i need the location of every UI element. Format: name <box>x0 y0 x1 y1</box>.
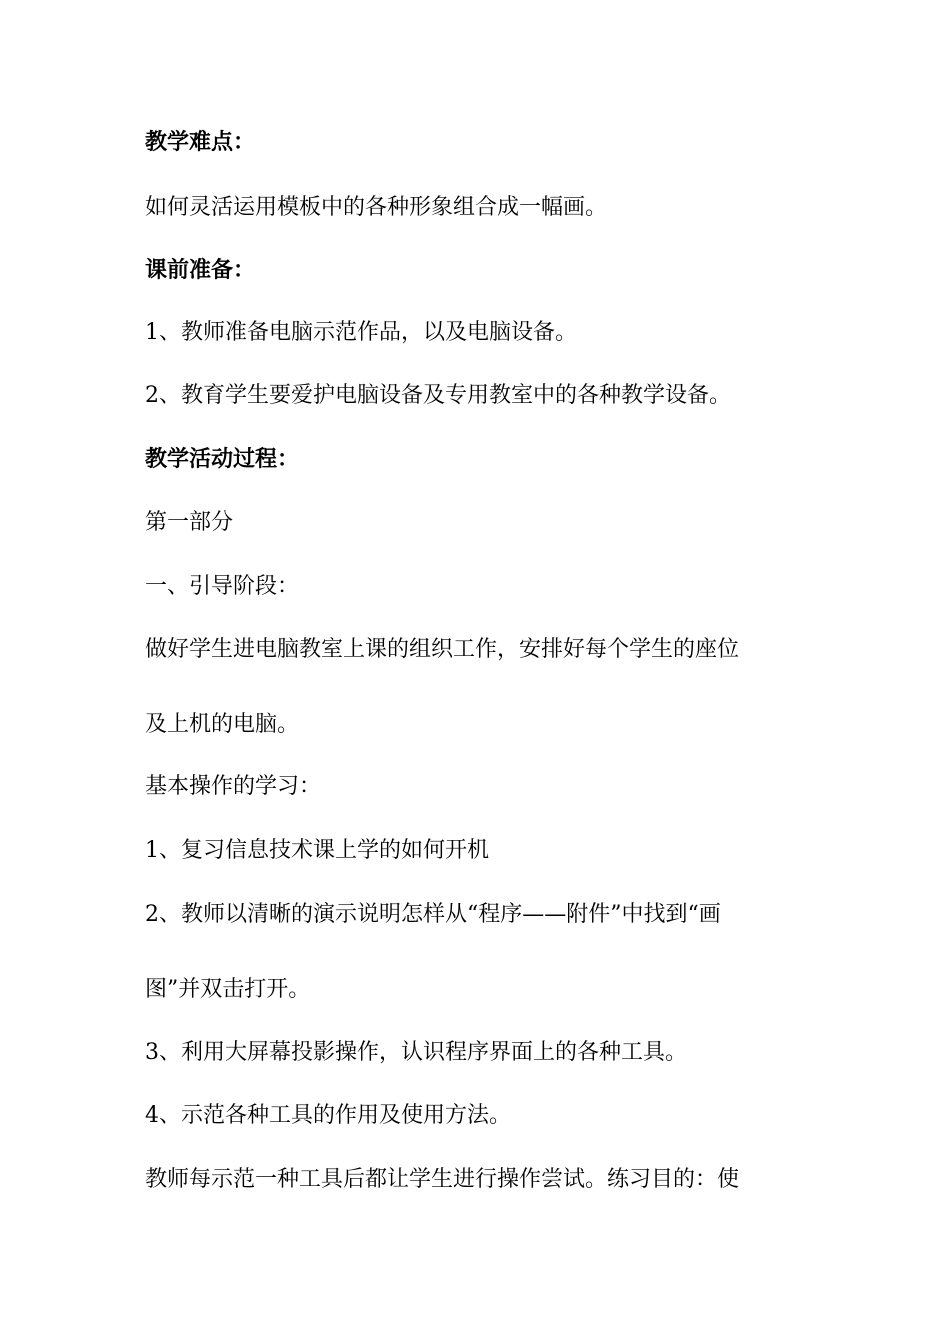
difficulty-text: 如何灵活运用模板中的各种形象组合成一幅画。 <box>145 195 608 220</box>
heading-teaching-difficulty: 教学难点： <box>145 130 256 155</box>
guide-text-line-2: 及上机的电脑。 <box>145 712 300 737</box>
prep-item-1: 1、教师准备电脑示范作品，以及电脑设备。 <box>145 320 577 345</box>
op-item-2-line-1: 2、教师以清晰的演示说明怎样从“程序——附件”中找到“画 <box>145 902 721 927</box>
stage-one-heading: 一、引导阶段： <box>145 574 300 599</box>
heading-teaching-process: 教学活动过程： <box>145 447 300 472</box>
practice-text: 教师每示范一种工具后都让学生进行操作尝试。练习目的：使 <box>145 1167 740 1192</box>
prep-item-2: 2、教育学生要爱护电脑设备及专用教室中的各种教学设备。 <box>145 383 731 408</box>
part-one-label: 第一部分 <box>145 510 234 535</box>
heading-preparation: 课前准备： <box>145 258 256 283</box>
op-item-2-line-2: 图”并双击打开。 <box>145 977 311 1002</box>
op-item-4: 4、示范各种工具的作用及使用方法。 <box>145 1103 511 1128</box>
basic-ops-heading: 基本操作的学习： <box>145 774 322 799</box>
op-item-1: 1、复习信息技术课上学的如何开机 <box>145 838 489 863</box>
op-item-3: 3、利用大屏幕投影操作，认识程序界面上的各种工具。 <box>145 1040 687 1065</box>
guide-text-line-1: 做好学生进电脑教室上课的组织工作，安排好每个学生的座位 <box>145 637 740 662</box>
